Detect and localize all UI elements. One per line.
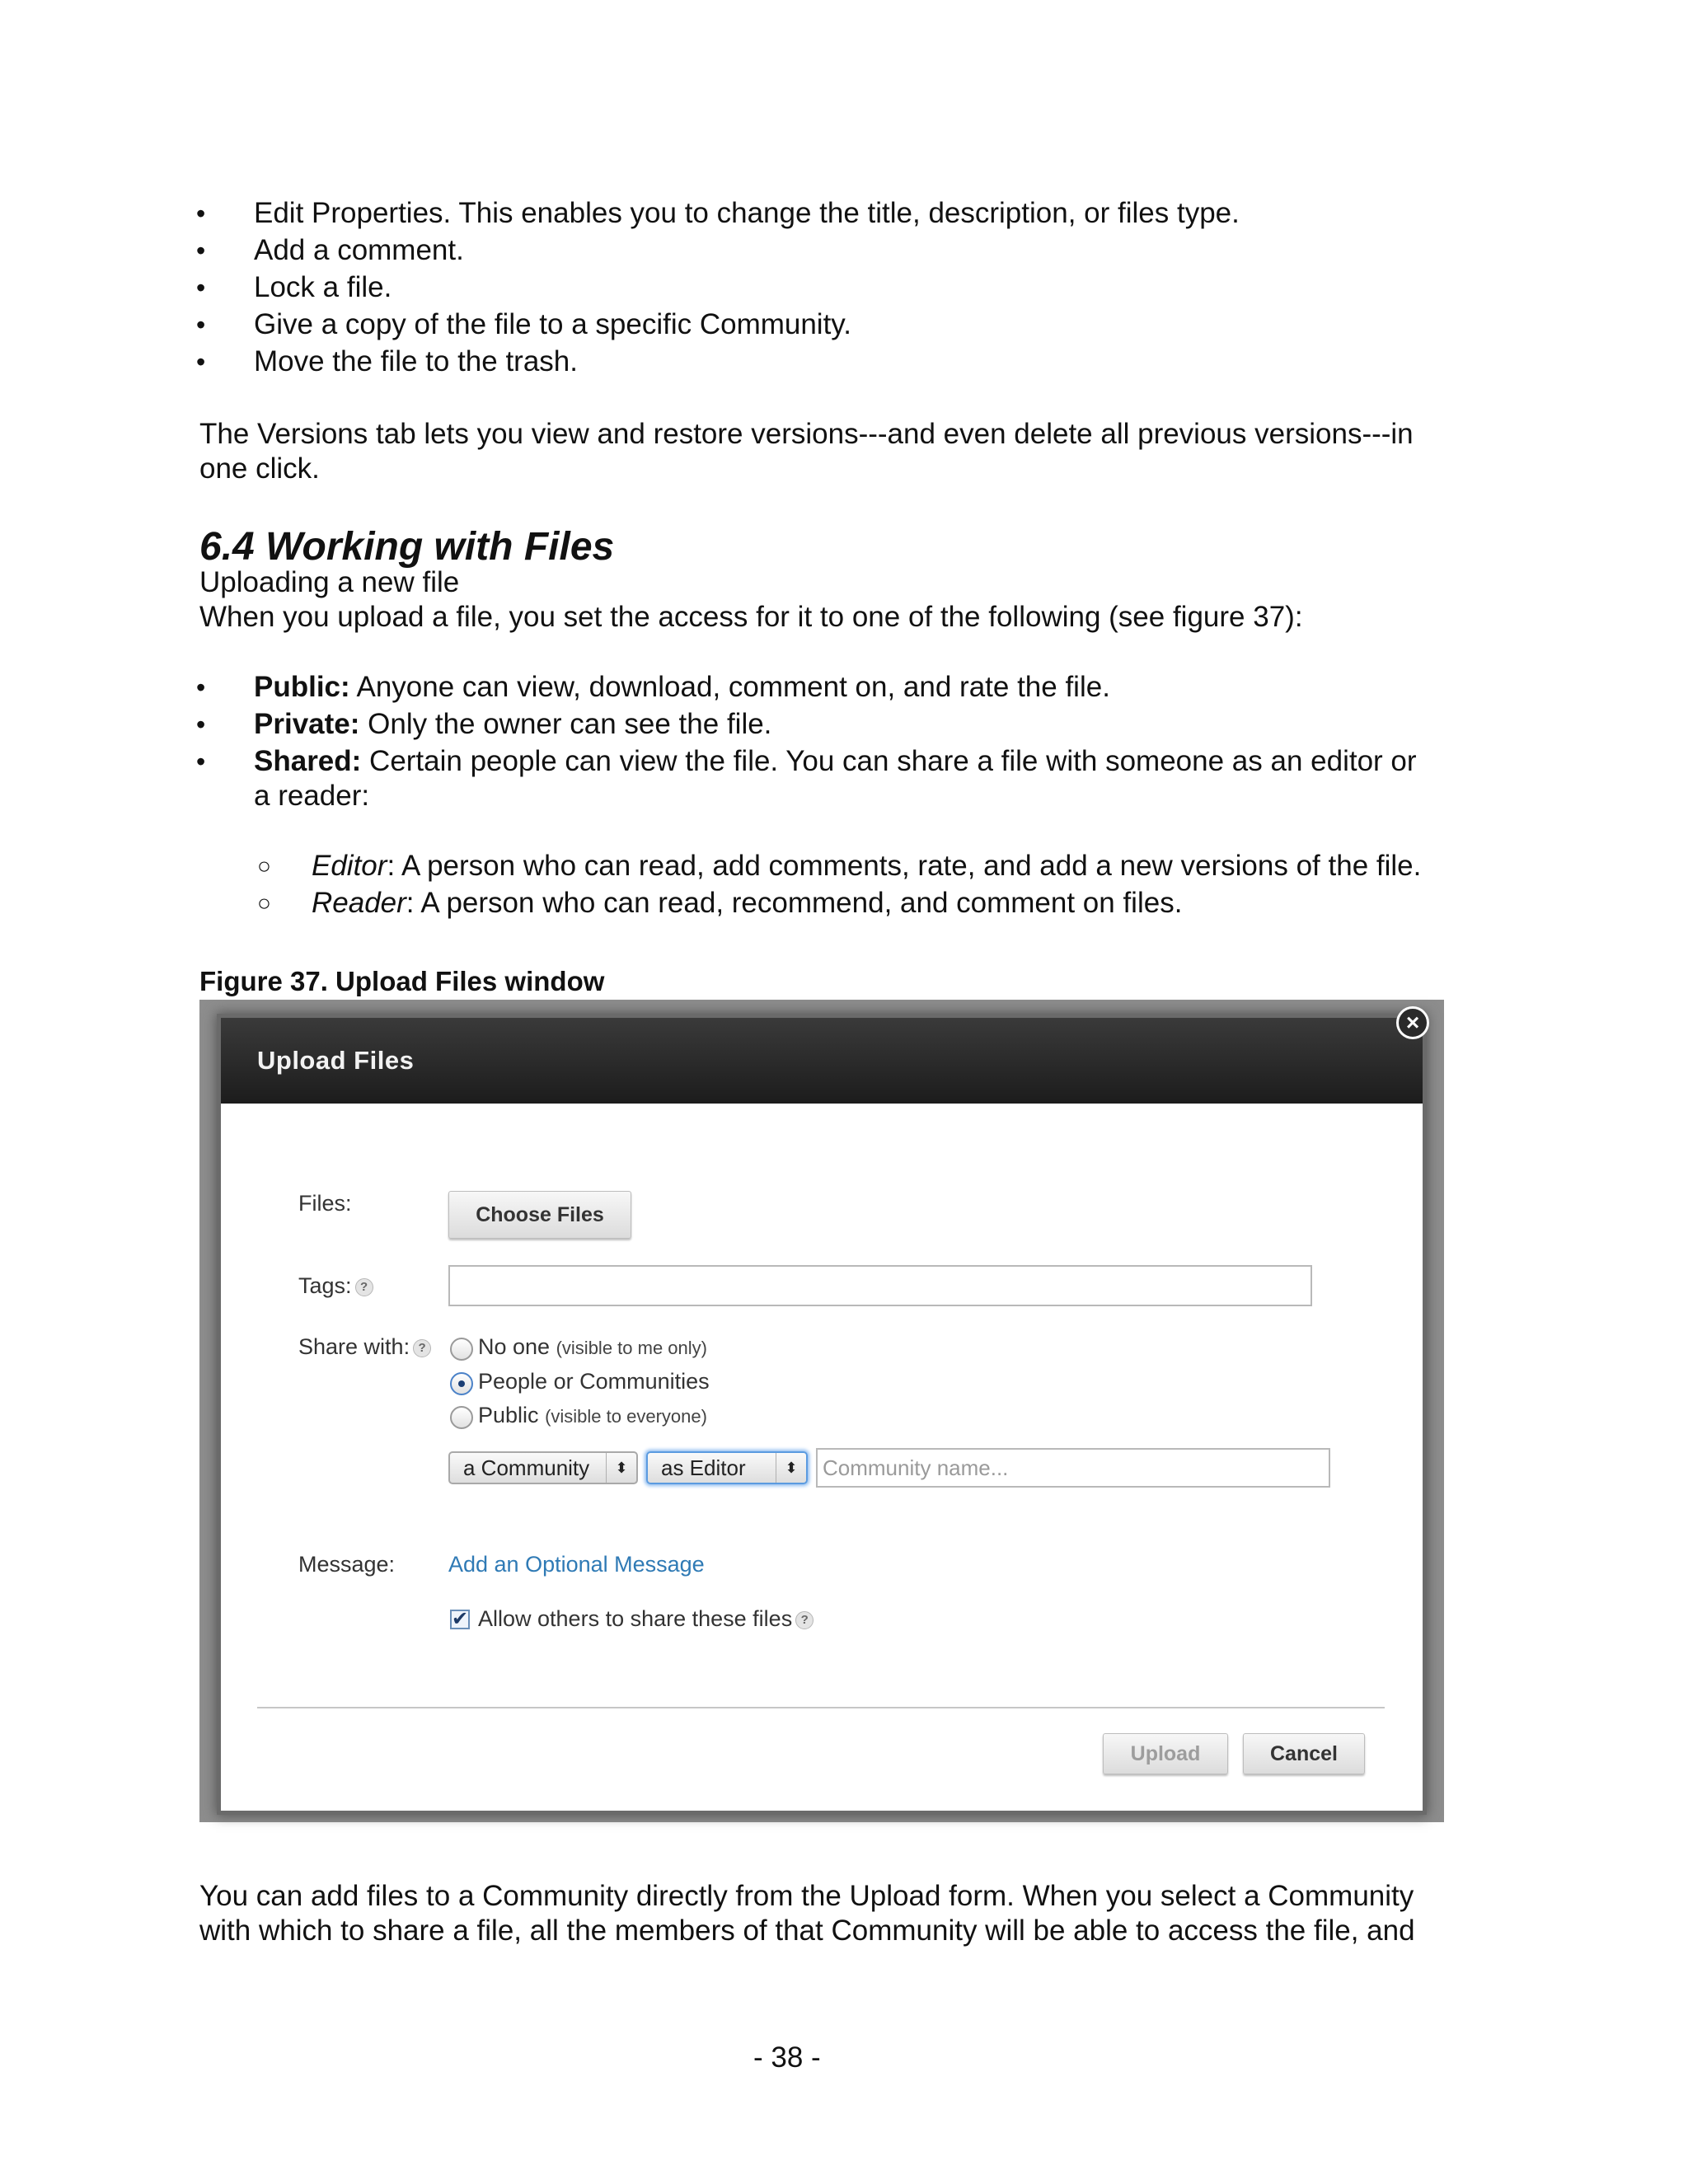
bullet-marker: •: [196, 347, 206, 377]
intro-line: When you upload a file, you set the access for it to one of the following (see figure 37):: [199, 601, 1303, 633]
term-private: Private:: [254, 708, 360, 740]
list-item: [312, 849, 1421, 883]
list-item-continuation: a reader:: [254, 780, 370, 812]
term-description: Only the owner can see the file.: [359, 708, 772, 740]
close-icon[interactable]: ×: [1396, 1006, 1429, 1039]
scope-select[interactable]: [448, 1451, 638, 1484]
select-arrows-icon: ⬍: [776, 1453, 806, 1483]
term-reader: Reader: [312, 887, 406, 919]
page-number: - 38 -: [753, 2041, 821, 2074]
subheading: Uploading a new file: [199, 566, 460, 598]
versions-paragraph-line: one click.: [199, 452, 320, 485]
bullet-marker: •: [196, 673, 206, 702]
option-note: (visible to me only): [556, 1338, 707, 1358]
term-description: Certain people can view the file. You can share a file with someone as an editor or: [361, 745, 1417, 777]
dialog-header: [221, 1018, 1423, 1104]
upload-files-figure: [199, 1000, 1444, 1822]
message-label: Message:: [298, 1552, 396, 1577]
circle-bullet-marker: ○: [257, 890, 271, 916]
versions-paragraph-line: The Versions tab lets you view and restore versions---and even delete all previous versions---in: [199, 418, 1414, 450]
bullet-marker: •: [196, 236, 206, 265]
radio-people-or-communities[interactable]: [450, 1372, 473, 1395]
allow-share-help-icon[interactable]: ?: [795, 1611, 814, 1629]
tags-help-icon[interactable]: ?: [355, 1278, 373, 1296]
bottom-paragraph-line: You can add files to a Community directly from the Upload form. When you select a Community: [199, 1880, 1414, 1912]
list-item: Move the file to the trash.: [254, 345, 578, 377]
option-note: (visible to everyone): [545, 1406, 707, 1427]
cancel-button[interactable]: Cancel: [1243, 1733, 1365, 1774]
share-with-label-text: Share with:: [298, 1334, 410, 1359]
list-item: Add a comment.: [254, 234, 464, 266]
bullet-marker: •: [196, 747, 206, 776]
allow-share-text: Allow others to share these files: [478, 1606, 793, 1631]
option-public: [478, 1403, 707, 1428]
upload-button[interactable]: Upload: [1103, 1733, 1228, 1774]
bullet-marker: •: [196, 310, 206, 340]
list-item: Lock a file.: [254, 271, 392, 303]
term-editor: Editor: [312, 850, 387, 882]
upload-files-dialog: [221, 1018, 1423, 1811]
term-shared: Shared:: [254, 745, 362, 777]
list-item: [254, 744, 1417, 779]
dialog-title: Upload Files: [257, 1046, 415, 1075]
circle-bullet-marker: ○: [257, 853, 271, 879]
role-select-value: as Editor: [661, 1455, 746, 1480]
select-arrows-icon: ⬍: [606, 1453, 636, 1483]
bottom-paragraph-line: with which to share a file, all the members of that Community will be able to access the file, and: [199, 1915, 1415, 1947]
term-description: : A person who can read, recommend, and comment on files.: [406, 887, 1183, 919]
list-item: Edit Properties. This enables you to change the title, description, or files type.: [254, 197, 1240, 229]
radio-public[interactable]: [450, 1406, 473, 1429]
allow-share-checkbox[interactable]: ✔: [452, 1608, 469, 1630]
add-optional-message-link[interactable]: Add an Optional Message: [448, 1552, 705, 1577]
option-label: No one: [478, 1334, 551, 1359]
option-people-or-communities: [478, 1369, 710, 1394]
tags-input[interactable]: [448, 1265, 1312, 1306]
radio-no-one[interactable]: [450, 1338, 473, 1361]
option-no-one: [478, 1334, 707, 1360]
bullet-marker: •: [196, 710, 206, 739]
choose-files-button[interactable]: Choose Files: [448, 1191, 631, 1239]
share-with-label: [298, 1334, 431, 1360]
allow-share-label: [478, 1606, 814, 1632]
section-heading: 6.4 Working with Files: [199, 525, 615, 569]
tags-label-text: Tags:: [298, 1273, 352, 1298]
list-item: [312, 886, 1182, 921]
files-label: Files:: [298, 1191, 352, 1216]
term-public: Public:: [254, 671, 350, 703]
tags-label: [298, 1273, 373, 1299]
figure-caption: Figure 37. Upload Files window: [199, 966, 605, 996]
option-label: People or Communities: [478, 1369, 710, 1394]
list-item: [254, 670, 1110, 705]
bullet-marker: •: [196, 199, 206, 228]
scope-select-value: a Community: [463, 1455, 590, 1480]
list-item: Give a copy of the file to a specific Community.: [254, 308, 851, 340]
option-label: Public: [478, 1403, 539, 1427]
community-name-input[interactable]: Community name...: [816, 1448, 1330, 1488]
bullet-marker: •: [196, 273, 206, 302]
term-description: Anyone can view, download, comment on, and rate the file.: [349, 671, 1110, 703]
role-select[interactable]: [646, 1451, 808, 1484]
term-description: : A person who can read, add comments, rate, and add a new versions of the file.: [387, 850, 1422, 882]
share-with-help-icon[interactable]: ?: [413, 1339, 431, 1357]
footer-divider: [257, 1707, 1385, 1708]
list-item: [254, 707, 771, 742]
